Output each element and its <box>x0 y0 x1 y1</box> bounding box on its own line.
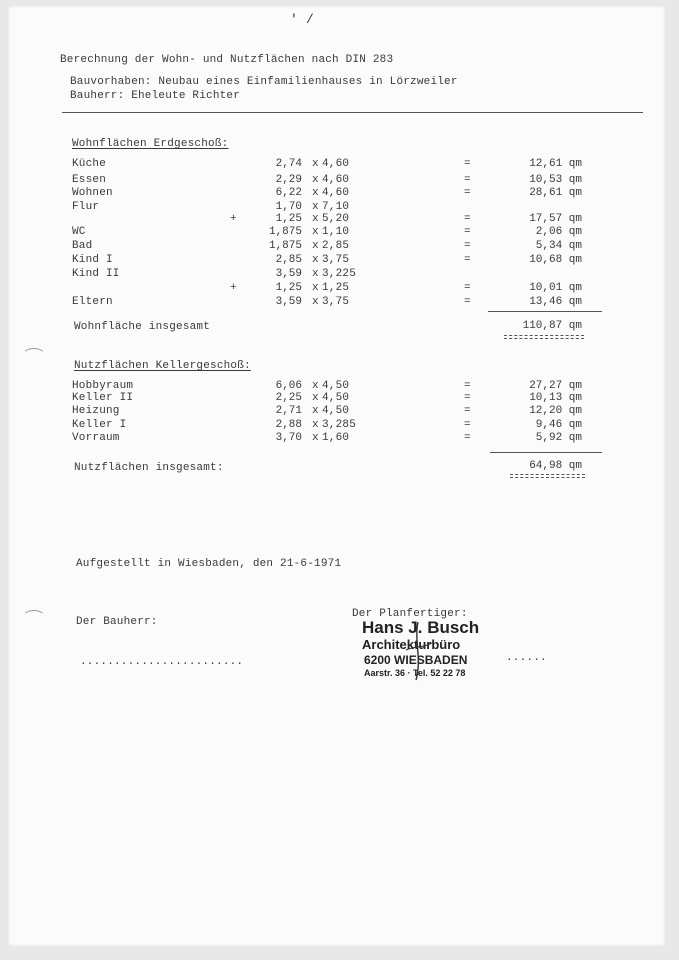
document-title: Berechnung der Wohn- und Nutzflächen nach DIN 283 <box>60 54 394 66</box>
row-equals-sign: = <box>464 226 471 238</box>
punch-hole-mark <box>22 610 46 626</box>
row-width: 4,60 <box>322 174 350 186</box>
stamp-address: Aarstr. 36 · Tel. 52 22 78 <box>364 668 466 678</box>
row-result: 10,13 qm <box>529 392 582 404</box>
row-width: 1,25 <box>322 282 350 294</box>
row-result: 9,46 qm <box>535 419 582 431</box>
row-width: 4,60 <box>322 158 350 170</box>
row-label: Flur <box>72 201 100 213</box>
row-multiply-sign: x <box>312 254 319 266</box>
row-length: 1,875 <box>268 240 302 252</box>
row-label: Keller II <box>72 392 134 404</box>
row-multiply-sign: x <box>312 282 319 294</box>
row-equals-sign: = <box>464 158 471 170</box>
row-length: 3,59 <box>275 268 302 280</box>
row-equals-sign: = <box>464 174 471 186</box>
row-equals-sign: = <box>464 187 471 199</box>
signature-stroke <box>400 620 440 682</box>
row-length: 6,22 <box>275 187 302 199</box>
row-result: 17,57 qm <box>529 213 582 225</box>
planner-label: Der Planfertiger: <box>352 608 468 620</box>
row-label: Keller I <box>72 419 127 431</box>
row-equals-sign: = <box>464 282 471 294</box>
basement-heading: Nutzflächen Kellergeschoß: <box>74 360 251 372</box>
ground-floor-total-underline <box>504 338 584 339</box>
ground-floor-total: 110,87 qm <box>522 320 582 332</box>
row-multiply-sign: x <box>312 213 319 225</box>
row-plus-sign: + <box>230 282 237 294</box>
basement-total-underline <box>510 477 585 478</box>
row-label: Hobbyraum <box>72 380 134 392</box>
row-result: 12,61 qm <box>529 158 582 170</box>
row-length: 2,25 <box>275 392 302 404</box>
row-multiply-sign: x <box>312 201 319 213</box>
row-multiply-sign: x <box>312 240 319 252</box>
row-width: 1,60 <box>322 432 350 444</box>
row-width: 3,285 <box>322 419 357 431</box>
header-rule <box>62 112 643 113</box>
basement-sum-rule <box>490 452 602 453</box>
row-equals-sign: = <box>464 254 471 266</box>
row-length: 1,25 <box>275 213 302 225</box>
row-plus-sign: + <box>230 213 237 225</box>
place-date: Aufgestellt in Wiesbaden, den 21-6-1971 <box>76 558 342 570</box>
client-label: Der Bauherr: <box>76 616 158 628</box>
basement-total-underline <box>510 474 585 475</box>
row-width: 4,50 <box>322 405 350 417</box>
row-equals-sign: = <box>464 380 471 392</box>
ground-floor-heading: Wohnflächen Erdgeschoß: <box>72 138 229 150</box>
row-multiply-sign: x <box>312 380 319 392</box>
row-result: 27,27 qm <box>529 380 582 392</box>
row-width: 4,50 <box>322 380 350 392</box>
row-width: 3,75 <box>322 296 350 308</box>
row-result: 12,20 qm <box>529 405 582 417</box>
row-width: 1,10 <box>322 226 350 238</box>
row-label: Heizung <box>72 405 120 417</box>
row-label: Vorraum <box>72 432 120 444</box>
row-length: 2,74 <box>275 158 302 170</box>
row-width: 3,225 <box>322 268 357 280</box>
row-length: 2,85 <box>275 254 302 266</box>
row-width: 5,20 <box>322 213 350 225</box>
row-result: 10,01 qm <box>529 282 582 294</box>
row-result: 2,06 qm <box>535 226 582 238</box>
row-width: 4,50 <box>322 392 350 404</box>
punch-hole-mark <box>22 348 46 364</box>
row-length: 6,06 <box>275 380 302 392</box>
row-multiply-sign: x <box>312 432 319 444</box>
basement-total: 64,98 qm <box>529 460 582 472</box>
client-signature-line: ........................ <box>80 656 244 668</box>
row-width: 4,60 <box>322 187 350 199</box>
row-equals-sign: = <box>464 213 471 225</box>
row-length: 2,71 <box>275 405 302 417</box>
row-result: 13,46 qm <box>529 296 582 308</box>
row-label: Kind I <box>72 254 113 266</box>
row-label: Küche <box>72 158 107 170</box>
stamp-city: 6200 WIESBADEN <box>364 653 468 667</box>
row-label: WC <box>72 226 86 238</box>
basement-total-label: Nutzflächen insgesamt: <box>74 462 224 474</box>
row-multiply-sign: x <box>312 405 319 417</box>
page-mark: ' / <box>290 12 315 27</box>
row-label: Essen <box>72 174 107 186</box>
row-result: 5,34 qm <box>535 240 582 252</box>
stamp-office: Architekturbüro <box>362 637 461 652</box>
row-equals-sign: = <box>464 240 471 252</box>
row-length: 3,70 <box>275 432 302 444</box>
row-multiply-sign: x <box>312 268 319 280</box>
row-multiply-sign: x <box>312 158 319 170</box>
row-length: 3,59 <box>275 296 302 308</box>
row-label: Kind II <box>72 268 120 280</box>
row-length: 2,88 <box>275 419 302 431</box>
row-equals-sign: = <box>464 405 471 417</box>
row-width: 7,10 <box>322 201 350 213</box>
row-result: 10,68 qm <box>529 254 582 266</box>
ground-floor-total-underline <box>504 335 584 336</box>
stamp-name: Hans J. Busch <box>362 618 480 637</box>
row-width: 2,85 <box>322 240 350 252</box>
row-result: 28,61 qm <box>529 187 582 199</box>
row-equals-sign: = <box>464 296 471 308</box>
row-multiply-sign: x <box>312 419 319 431</box>
row-result: 10,53 qm <box>529 174 582 186</box>
row-length: 1,70 <box>275 201 302 213</box>
row-length: 1,875 <box>268 226 302 238</box>
row-multiply-sign: x <box>312 296 319 308</box>
planner-signature-line: ...... <box>506 652 547 664</box>
row-multiply-sign: x <box>312 174 319 186</box>
project-line: Bauvorhaben: Neubau eines Einfamilienhauses in Lörzweiler <box>70 76 458 88</box>
row-multiply-sign: x <box>312 392 319 404</box>
row-label: Eltern <box>72 296 113 308</box>
row-equals-sign: = <box>464 432 471 444</box>
row-result: 5,92 qm <box>535 432 582 444</box>
row-multiply-sign: x <box>312 226 319 238</box>
row-equals-sign: = <box>464 419 471 431</box>
row-equals-sign: = <box>464 392 471 404</box>
row-length: 1,25 <box>275 282 302 294</box>
row-length: 2,29 <box>275 174 302 186</box>
row-label: Wohnen <box>72 187 113 199</box>
row-width: 3,75 <box>322 254 350 266</box>
owner-line: Bauherr: Eheleute Richter <box>70 90 241 102</box>
ground-floor-total-label: Wohnfläche insgesamt <box>74 321 211 333</box>
ground-floor-sum-rule <box>488 311 602 312</box>
row-label: Bad <box>72 240 93 252</box>
row-multiply-sign: x <box>312 187 319 199</box>
